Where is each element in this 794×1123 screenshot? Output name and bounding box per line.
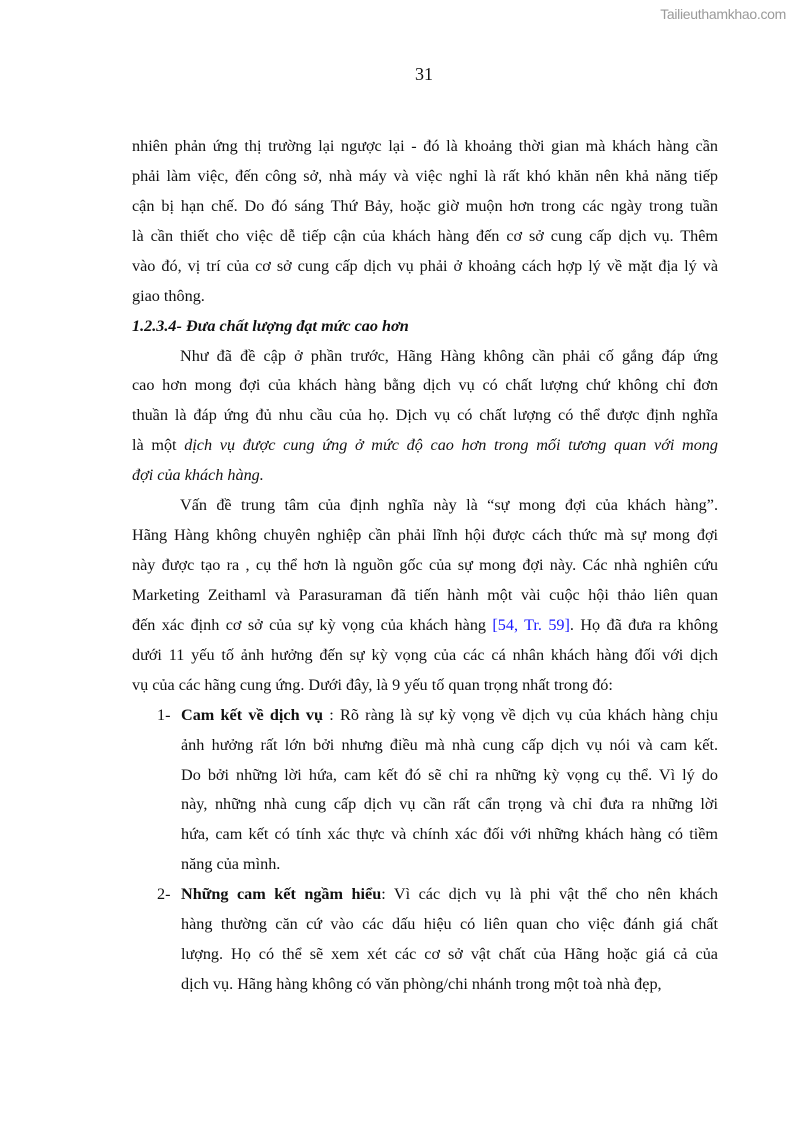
text-span: ảnh hưởng rất lớn bởi nhưng điều mà nhà cung cấp dịch vụ nói và cam kết. bbox=[181, 735, 718, 754]
text-line bbox=[132, 221, 718, 251]
page-number: 31 bbox=[415, 64, 433, 84]
text-span: Những cam kết ngầm hiểu bbox=[181, 885, 382, 904]
text-span: phải làm việc, đến công sở, nhà máy và việc nghỉ là rất khó khăn nên khả năng tiếp bbox=[132, 166, 718, 185]
text-span: Như đã đề cập ở phần trước, Hãng Hàng không cần phải cố gắng đáp ứng bbox=[180, 346, 718, 365]
text-span: vào đó, vị trí của cơ sở cung cấp dịch vụ phải ở khoảng cách hợp lý về mặt địa lý và bbox=[132, 256, 718, 275]
text-span: đến xác định cơ sở của sự kỳ vọng của khách hàng bbox=[132, 615, 493, 634]
text-line bbox=[180, 341, 718, 371]
text-line bbox=[181, 760, 718, 790]
text-span: nhiên phản ứng thị trường lại ngược lại - đó là khoảng thời gian mà khách hàng cần bbox=[132, 137, 718, 155]
text-span: : Vì các dịch vụ là phi vật thể cho nên khách bbox=[381, 885, 718, 904]
text-span: này, những nhà cung cấp dịch vụ cần rất cẩn trọng và chỉ đưa ra những lời bbox=[181, 795, 718, 814]
text-span: thuần là đáp ứng đủ nhu cầu của họ. Dịch vụ có chất lượng có thể được định nghĩa bbox=[132, 406, 718, 425]
text-line bbox=[157, 879, 718, 909]
text-span: là cần thiết cho việc dễ tiếp cận của khách hàng đến cơ sở cung cấp dịch vụ. Thêm bbox=[132, 226, 718, 245]
text-span: Vấn đề trung tâm của định nghĩa này là “sự mong đợi của khách hàng”. bbox=[180, 496, 718, 515]
text-line bbox=[180, 490, 718, 520]
text-line bbox=[132, 430, 718, 460]
text-line bbox=[181, 909, 718, 939]
text-span: dưới 11 yếu tố ảnh hưởng đến sự kỳ vọng của các cá nhân khách hàng đối với dịch bbox=[132, 645, 718, 664]
text-line bbox=[181, 730, 718, 760]
text-line bbox=[132, 640, 718, 670]
text-span: Cam kết về dịch vụ bbox=[181, 705, 323, 724]
text-span: hứa, cam kết có tính xác thực và chính xác đối với những khách hàng có tiềm bbox=[181, 825, 718, 844]
text-line bbox=[132, 550, 718, 580]
text-line bbox=[181, 819, 718, 849]
text-line bbox=[132, 281, 718, 311]
text-span: dịch vụ được cung ứng ở mức độ cao hơn trong mối tương quan với mong bbox=[184, 436, 718, 455]
text-line bbox=[181, 789, 718, 819]
text-span: : Rõ ràng là sự kỳ vọng về dịch vụ của khách hàng chịu bbox=[322, 705, 718, 724]
text-span: . Họ đã đưa ra không bbox=[569, 615, 718, 634]
text-span: 1.2.3.4- Đưa chất lượng đạt mức cao hơn bbox=[132, 316, 409, 335]
text-span: cận bị hạn chế. Do đó sáng Thứ Bảy, hoặc giờ muộn hơn trong các ngày trong tuần bbox=[132, 196, 718, 215]
text-span: là một bbox=[132, 436, 185, 455]
list-number: 1- bbox=[157, 705, 171, 724]
text-line bbox=[132, 400, 718, 430]
list-number: 2- bbox=[157, 885, 171, 904]
section-heading bbox=[132, 311, 718, 341]
text-span: lượng. Họ có thể sẽ xem xét các cơ sở vật chất của Hãng hoặc giá cả của bbox=[181, 945, 718, 964]
text-span: hàng thường căn cứ vào các dấu hiệu có liên quan cho việc đánh giá chất bbox=[181, 915, 718, 934]
text-span: Hãng Hàng không chuyên nghiệp cần phải lĩnh hội được cách thức mà sự mong đợi bbox=[132, 526, 718, 545]
text-line bbox=[132, 460, 718, 490]
citation-link[interactable]: [54, Tr. 59] bbox=[492, 615, 570, 634]
text-span: Marketing Zeithaml và Parasuraman đã tiến hành một vài cuộc hội thảo liên quan bbox=[132, 585, 718, 604]
text-line bbox=[181, 939, 718, 969]
text-line bbox=[132, 161, 718, 191]
text-line bbox=[132, 610, 718, 640]
text-line bbox=[181, 969, 718, 999]
text-line bbox=[181, 849, 718, 879]
text-span: dịch vụ. Hãng hàng không có văn phòng/chi nhánh trong một toà nhà đẹp, bbox=[181, 975, 662, 994]
text-line bbox=[157, 700, 718, 730]
text-line bbox=[132, 131, 718, 161]
text-line bbox=[132, 580, 718, 610]
text-span: này được tạo ra , cụ thể hơn là nguồn gốc của sự mong đợi này. Các nhà nghiên cứu bbox=[132, 556, 718, 575]
text-span: giao thông. bbox=[132, 286, 205, 305]
text-line bbox=[132, 251, 718, 281]
text-line bbox=[132, 670, 718, 700]
text-line bbox=[132, 191, 718, 221]
text-span: vụ của các hãng cung ứng. Dưới đây, là 9 yếu tố quan trọng nhất trong đó: bbox=[132, 675, 613, 694]
text-span: năng của mình. bbox=[181, 855, 281, 874]
text-span: cao hơn mong đợi của khách hàng bằng dịch vụ có chất lượng chứ không chỉ đơn bbox=[132, 376, 718, 395]
text-span: Do bởi những lời hứa, cam kết đó sẽ chỉ ra những kỳ vọng cụ thể. Vì lý do bbox=[181, 765, 718, 784]
text-span: đợi của khách hàng. bbox=[132, 466, 264, 485]
text-line bbox=[132, 520, 718, 550]
watermark: Tailieuthamkhao.com bbox=[660, 6, 786, 22]
text-line bbox=[132, 370, 718, 400]
